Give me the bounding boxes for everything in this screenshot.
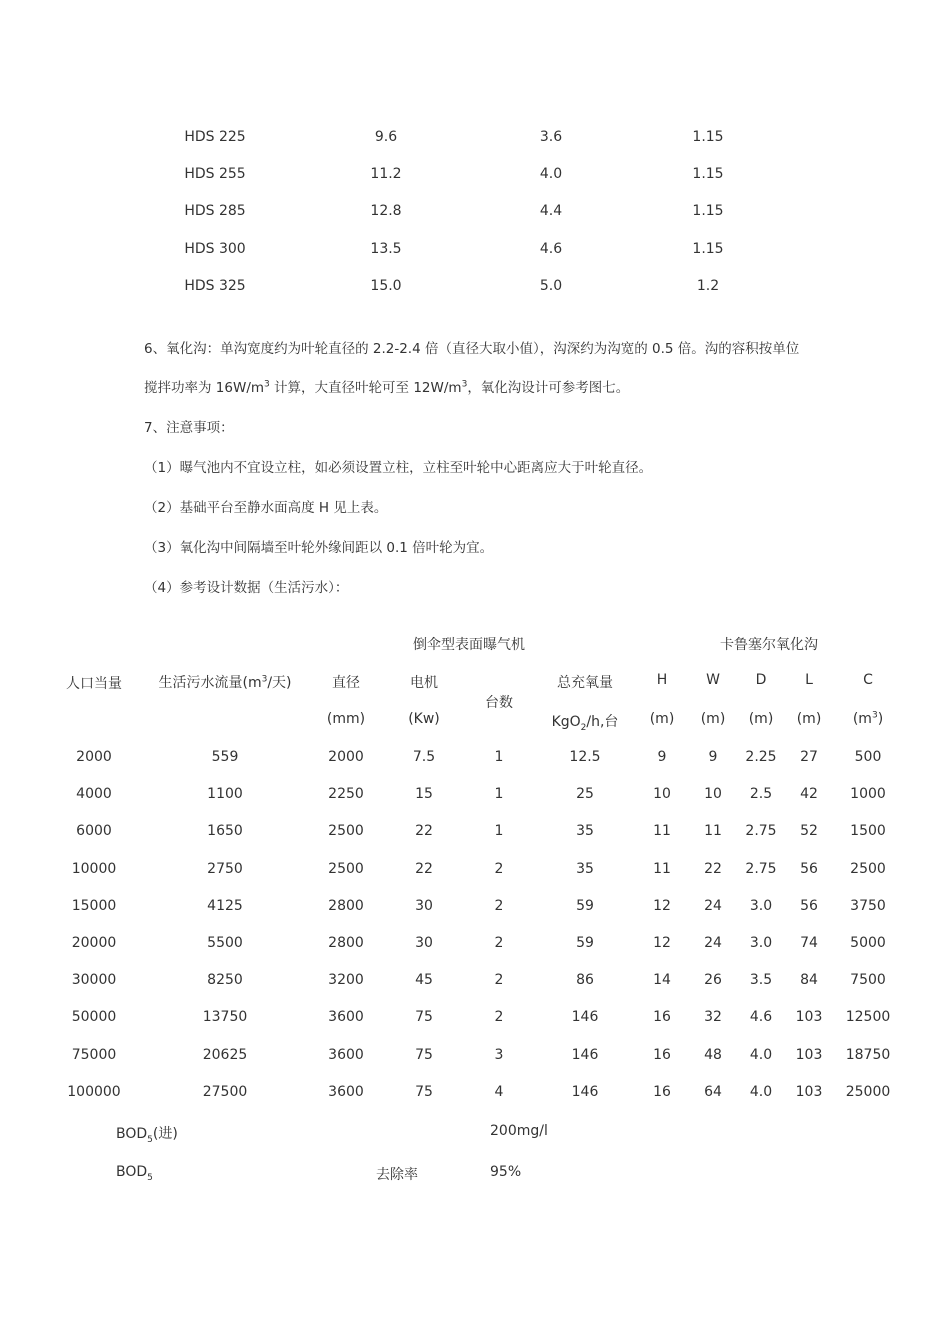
main-table-cell: 2250 (328, 786, 364, 803)
subscript: 2 (580, 722, 587, 733)
top-table-cell: 1.15 (692, 129, 724, 145)
main-table-cell: 16 (653, 1009, 671, 1026)
header-L: L (805, 672, 813, 688)
text-segment: BOD (116, 1164, 148, 1180)
main-table-cell: 13750 (202, 1009, 248, 1026)
header-C: C (863, 672, 873, 688)
header-oxygen-unit (552, 711, 619, 731)
main-table-cell: 2500 (328, 823, 364, 840)
main-table-cell: 14 (653, 972, 671, 989)
main-table-cell: 3.5 (749, 972, 773, 989)
group-header-oxidation-ditch: 卡鲁塞尔氧化沟 (720, 637, 818, 653)
main-table-cell: 1 (494, 786, 504, 803)
main-table-cell: 75 (415, 1009, 433, 1026)
main-table-cell: 1 (494, 749, 504, 765)
main-table-cell: 2500 (850, 860, 886, 877)
main-table-cell: 146 (571, 1083, 599, 1100)
main-table-cell: 10 (653, 786, 671, 803)
main-table-cell: 30000 (71, 972, 117, 989)
main-table-cell: 3.0 (749, 935, 773, 951)
main-table-cell: 2 (494, 860, 504, 877)
top-table-cell: 1.15 (692, 240, 724, 257)
header-H: H (656, 672, 668, 688)
main-table-cell: 103 (795, 1083, 823, 1100)
top-table-cell: 1.15 (692, 166, 724, 183)
main-table-cell: 2 (494, 972, 504, 989)
main-table-cell: 25 (576, 786, 594, 803)
main-table-cell: 1 (494, 823, 504, 840)
main-table-cell: 1100 (207, 786, 243, 803)
superscript: 3 (871, 710, 878, 721)
main-table-cell: 30 (415, 935, 433, 951)
main-table-cell: 4.0 (749, 1046, 773, 1063)
main-table-cell: 5000 (850, 935, 886, 951)
main-table-cell: 16 (653, 1083, 671, 1100)
header-D: D (755, 672, 767, 688)
top-table-cell: 4.6 (539, 240, 563, 257)
main-table-cell: 22 (415, 860, 433, 877)
main-table-cell: 7.5 (412, 749, 436, 765)
header-diameter: 直径 (332, 675, 360, 691)
main-table-cell: 56 (800, 860, 818, 877)
main-table-cell: 12.5 (569, 749, 601, 765)
main-table-cell: 24 (704, 897, 722, 914)
header-oxygen: 总充氧量 (557, 675, 613, 691)
header-D-unit: (m) (748, 711, 774, 727)
main-table-cell: 3600 (328, 1046, 364, 1063)
superscript: 3 (264, 379, 270, 390)
main-table-cell: 2000 (328, 749, 364, 765)
main-table-cell: 32 (704, 1009, 722, 1026)
note-3: （3）氧化沟中间隔墙至叶轮外缘间距以 0.1 倍叶轮为宜。 (144, 540, 494, 556)
main-table-cell: 2 (494, 1009, 504, 1026)
bod-in-label (116, 1123, 178, 1143)
group-header-aerator: 倒伞型表面曝气机 (413, 637, 525, 653)
bod-in-value: 200mg/l (490, 1123, 548, 1139)
main-table-cell: 4.6 (749, 1009, 773, 1026)
main-table-cell: 9 (708, 749, 718, 765)
main-table-cell: 20625 (202, 1046, 248, 1063)
main-table-cell: 75 (415, 1046, 433, 1063)
main-table-cell: 24 (704, 935, 722, 951)
header-flow (158, 672, 291, 692)
text-segment: 生活污水流量(m (158, 675, 262, 691)
superscript: 3 (261, 674, 268, 685)
main-table-cell: 16 (653, 1046, 671, 1063)
text-segment: BOD (116, 1126, 148, 1142)
main-table-cell: 146 (571, 1046, 599, 1063)
main-table-cell: 559 (211, 749, 239, 765)
main-table-cell: 5500 (207, 935, 243, 951)
main-table-cell: 2 (494, 897, 504, 914)
header-W: W (706, 672, 720, 688)
top-table-cell: 11.2 (370, 166, 402, 183)
top-table-cell: 4.0 (539, 166, 563, 183)
main-table-cell: 30 (415, 897, 433, 914)
main-table-cell: 50000 (71, 1009, 117, 1026)
main-table-cell: 103 (795, 1046, 823, 1063)
main-table-cell: 18750 (845, 1046, 891, 1063)
header-diameter-unit: (mm) (326, 711, 366, 727)
top-table-cell: 5.0 (539, 277, 563, 294)
text-segment: (m (852, 711, 872, 727)
main-table-cell: 35 (576, 823, 594, 840)
bod-label (116, 1164, 153, 1183)
main-table-cell: 64 (704, 1083, 722, 1100)
top-table-cell: HDS 300 (184, 240, 246, 257)
main-table-cell: 3600 (328, 1009, 364, 1026)
header-motor-unit: (Kw) (408, 711, 440, 727)
main-table-cell: 500 (854, 749, 882, 765)
main-table-cell: 103 (795, 1009, 823, 1026)
main-table-cell: 6000 (76, 823, 112, 840)
main-table-cell: 3 (494, 1046, 504, 1063)
top-table-cell: 1.15 (692, 203, 724, 220)
top-table-cell: 15.0 (370, 277, 402, 294)
main-table-cell: 4.0 (749, 1083, 773, 1100)
top-table-cell: 12.8 (370, 203, 402, 220)
superscript: 3 (461, 379, 468, 390)
top-table-cell: 4.4 (539, 203, 563, 220)
paragraph-7: 7、注意事项： (144, 420, 234, 436)
main-table-cell: 84 (800, 972, 818, 989)
main-table-cell: 2000 (76, 749, 112, 765)
main-table-cell: 3200 (328, 972, 364, 989)
top-table-cell: 1.2 (696, 277, 720, 294)
main-table-cell: 8250 (207, 972, 243, 989)
main-table-cell: 22 (415, 823, 433, 840)
main-table-cell: 3600 (328, 1083, 364, 1100)
main-table-cell: 2.75 (745, 860, 777, 877)
main-table-cell: 35 (576, 860, 594, 877)
header-count: 台数 (485, 695, 513, 711)
main-table-cell: 59 (576, 897, 594, 914)
main-table-cell: 100000 (67, 1083, 121, 1100)
text-segment: 计算，大直径叶轮可至 12W/m (269, 380, 462, 396)
note-4: （4）参考设计数据（生活污水）： (144, 580, 349, 596)
main-table-cell: 22 (704, 860, 722, 877)
main-table-cell: 42 (800, 786, 818, 803)
main-table-cell: 48 (704, 1046, 722, 1063)
main-table-cell: 2 (494, 935, 504, 951)
text-segment: KgO (551, 714, 581, 730)
main-table-cell: 2800 (328, 935, 364, 951)
header-motor: 电机 (410, 675, 438, 691)
main-table-cell: 10000 (71, 860, 117, 877)
main-table-cell: 1000 (850, 786, 886, 803)
main-table-cell: 3750 (850, 897, 886, 914)
top-table-cell: HDS 325 (184, 277, 246, 294)
removal-value: 95% (490, 1164, 522, 1180)
top-table-cell: 3.6 (539, 129, 563, 145)
header-H-unit: (m) (649, 711, 675, 727)
main-table-cell: 4125 (207, 897, 243, 914)
main-table-cell: 59 (576, 935, 594, 951)
main-table-cell: 15 (415, 786, 433, 803)
text-segment: /天) (267, 675, 292, 691)
main-table-cell: 9 (657, 749, 667, 765)
main-table-cell: 4000 (76, 786, 112, 803)
main-table-cell: 10 (704, 786, 722, 803)
main-table-cell: 146 (571, 1009, 599, 1026)
main-table-cell: 45 (415, 972, 433, 989)
text-segment: (进) (152, 1126, 178, 1142)
main-table-cell: 4 (494, 1083, 504, 1100)
main-table-cell: 12 (653, 935, 671, 951)
main-table-cell: 1650 (207, 823, 243, 840)
main-table-cell: 2.5 (749, 786, 773, 803)
main-table-cell: 2.25 (745, 749, 777, 765)
main-table-cell: 1500 (850, 823, 886, 840)
note-1: （1）曝气池内不宜设立柱，如必须设置立柱，立柱至叶轮中心距离应大于叶轮直径。 (144, 460, 653, 476)
top-table-cell: 9.6 (374, 129, 398, 145)
main-table-cell: 12500 (845, 1009, 891, 1026)
main-table-cell: 75 (415, 1083, 433, 1100)
header-W-unit: (m) (700, 711, 726, 727)
header-population: 人口当量 (66, 676, 122, 692)
text-segment: ，氧化沟设计可参考图七。 (467, 380, 630, 396)
main-table-cell: 11 (704, 823, 722, 840)
main-table-cell: 3.0 (749, 897, 773, 914)
top-table-cell: 13.5 (370, 240, 402, 257)
header-C-unit (853, 711, 883, 727)
main-table-cell: 27500 (202, 1083, 248, 1100)
main-table-cell: 74 (800, 935, 818, 951)
main-table-cell: 27 (800, 749, 818, 765)
top-table-cell: HDS 255 (184, 166, 246, 183)
main-table-cell: 75000 (71, 1046, 117, 1063)
text-segment: 搅拌功率为 16W/m (144, 380, 265, 396)
subscript: 5 (147, 1134, 153, 1145)
main-table-cell: 2750 (207, 860, 243, 877)
paragraph-6-line-1: 6、氧化沟：单沟宽度约为叶轮直径的 2.2-2.4 倍（直径大取小值），沟深约为沟宽的 0.5 倍。沟的容积按单位 (144, 341, 800, 357)
main-table-cell: 2.75 (745, 823, 777, 840)
note-2: （2）基础平台至静水面高度 H 见上表。 (144, 500, 388, 516)
text-segment: /h,台 (586, 714, 619, 730)
main-table-cell: 7500 (850, 972, 886, 989)
main-table-cell: 11 (653, 823, 671, 840)
main-table-cell: 25000 (845, 1083, 891, 1100)
main-table-cell: 2500 (328, 860, 364, 877)
paragraph-6-line-2 (144, 376, 629, 396)
main-table-cell: 12 (653, 897, 671, 914)
top-table-cell: HDS 225 (184, 129, 246, 145)
main-table-cell: 20000 (71, 935, 117, 951)
header-L-unit: (m) (796, 711, 822, 727)
main-table-cell: 86 (576, 972, 594, 989)
text-segment: ) (877, 711, 884, 727)
removal-label: 去除率 (376, 1167, 418, 1183)
main-table-cell: 56 (800, 897, 818, 914)
main-table-cell: 15000 (71, 897, 117, 914)
main-table-cell: 26 (704, 972, 722, 989)
subscript: 5 (147, 1172, 153, 1183)
main-table-cell: 11 (653, 860, 671, 877)
main-table-cell: 52 (800, 823, 818, 840)
main-table-cell: 2800 (328, 897, 364, 914)
top-table-cell: HDS 285 (184, 203, 246, 220)
